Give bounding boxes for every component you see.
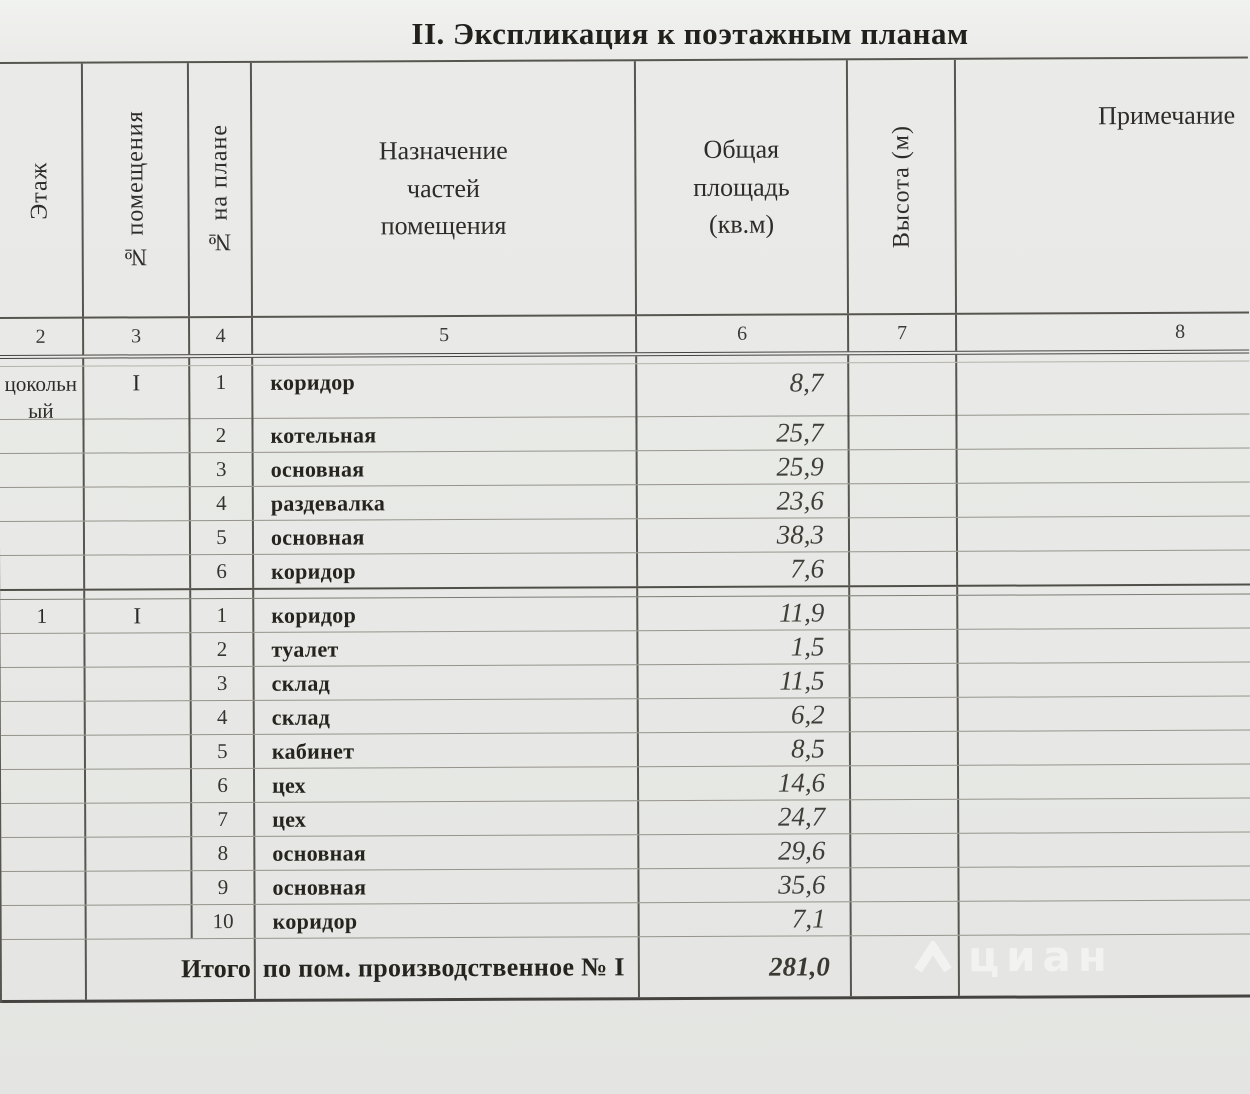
header-plan-no <box>189 63 253 316</box>
plan-no-cell: 5 <box>191 521 254 554</box>
room-no-cell <box>86 667 192 700</box>
empty-cell <box>0 591 85 599</box>
column-number: 2 <box>0 319 84 355</box>
note-cell <box>957 362 1247 422</box>
table-row <box>2 901 1250 939</box>
header-floor <box>0 64 84 317</box>
empty-cell <box>849 355 957 362</box>
note-cell <box>960 901 1250 935</box>
column-number: 5 <box>253 316 637 354</box>
room-no-cell: I <box>85 599 191 632</box>
height-cell <box>850 596 958 629</box>
column-number: 4 <box>190 318 253 354</box>
plan-no-cell: 6 <box>191 555 254 588</box>
height-cell <box>849 363 957 422</box>
note-cell <box>959 833 1249 867</box>
empty-cell <box>637 355 849 363</box>
table-row <box>1 799 1250 838</box>
purpose-cell: коридор <box>253 364 637 424</box>
floor-cell <box>1 838 86 871</box>
note-cell <box>958 449 1248 483</box>
purpose-cell: основная <box>255 835 639 870</box>
column-number: 7 <box>849 315 957 351</box>
floor-cell <box>0 556 85 589</box>
plan-no-cell: 10 <box>193 905 256 938</box>
table-row <box>0 483 1250 522</box>
plan-no-cell: 2 <box>190 419 253 452</box>
room-no-cell <box>85 521 191 554</box>
plan-no-cell: 8 <box>192 837 255 870</box>
purpose-cell: коридор <box>254 553 638 588</box>
height-cell <box>852 902 960 935</box>
note-cell <box>958 517 1248 551</box>
header-room-no-label: № помещения <box>121 110 149 270</box>
room-no-cell <box>85 633 191 666</box>
purpose-cell: цех <box>255 801 639 836</box>
area-cell: 38,3 <box>638 518 850 552</box>
note-cell <box>959 697 1249 731</box>
note-cell <box>957 415 1247 449</box>
floor-cell <box>1 668 86 701</box>
height-cell <box>851 834 959 867</box>
purpose-cell: раздевалка <box>254 485 638 520</box>
table-row <box>0 362 1249 424</box>
note-cell <box>960 932 1250 996</box>
area-cell: 11,5 <box>639 664 851 698</box>
plan-no-cell: 4 <box>191 487 254 520</box>
area-cell: 8,7 <box>637 363 849 423</box>
area-cell: 24,7 <box>639 800 851 834</box>
floor-cell: 1 <box>0 600 85 633</box>
room-no-cell <box>84 419 190 452</box>
height-cell <box>850 450 958 483</box>
note-cell <box>959 867 1249 901</box>
purpose-cell: склад <box>255 699 639 734</box>
header-note-label: Примечание <box>1098 100 1236 131</box>
purpose-cell: основная <box>254 451 638 486</box>
floor-cell <box>2 906 87 939</box>
area-cell: 14,6 <box>639 766 851 800</box>
empty-cell <box>84 358 190 365</box>
height-cell <box>851 732 959 765</box>
note-cell <box>958 629 1248 663</box>
table-row <box>1 867 1250 906</box>
purpose-cell: основная <box>254 519 638 554</box>
room-no-cell <box>87 905 193 938</box>
empty-cell <box>850 587 958 595</box>
floor-cell <box>0 454 85 487</box>
header-height-label: Высота (м) <box>887 124 915 249</box>
plan-no-cell: 3 <box>191 453 254 486</box>
plan-no-cell: 6 <box>192 769 255 802</box>
height-cell <box>849 416 957 449</box>
purpose-cell: коридор <box>256 903 640 938</box>
floor-cell <box>0 488 85 521</box>
room-no-cell <box>86 837 192 870</box>
plan-no-cell: 3 <box>192 667 255 700</box>
area-cell: 7,1 <box>640 902 852 936</box>
room-no-cell: I <box>84 366 190 425</box>
total-row <box>2 934 1250 1003</box>
column-number: 3 <box>84 318 190 354</box>
room-no-cell <box>85 555 191 588</box>
height-cell <box>850 630 958 663</box>
room-no-cell <box>85 453 191 486</box>
height-cell <box>850 518 958 551</box>
header-floor-label: Этаж <box>26 161 53 220</box>
header-height <box>848 60 957 313</box>
note-cell <box>958 483 1248 517</box>
room-no-cell <box>86 769 192 802</box>
header-area-label: Общая площадь (кв.м) <box>693 134 790 240</box>
empty-cell <box>958 586 1248 595</box>
area-cell: 1,5 <box>638 630 850 664</box>
column-number: 6 <box>637 315 849 352</box>
column-number-row <box>0 314 1249 359</box>
purpose-cell: туалет <box>254 631 638 666</box>
total-description: по пом. производственное № I <box>256 937 640 999</box>
empty-cell <box>190 358 253 365</box>
plan-no-cell: 9 <box>192 871 255 904</box>
note-cell <box>959 799 1249 833</box>
header-purpose-label: Назначение частей помещения <box>378 135 508 241</box>
area-cell: 25,7 <box>637 416 849 450</box>
table-row <box>1 731 1250 770</box>
header-note <box>956 59 1247 313</box>
purpose-cell: котельная <box>253 417 637 452</box>
purpose-cell: кабинет <box>255 733 639 768</box>
floor-cell: цокольный <box>0 367 84 426</box>
table-row <box>0 449 1250 488</box>
empty-cell <box>638 587 850 596</box>
purpose-cell: склад <box>255 665 639 700</box>
floor-cell <box>1 804 86 837</box>
floor-cell <box>2 940 87 1000</box>
area-cell: 7,6 <box>638 552 850 586</box>
height-cell <box>851 664 959 697</box>
purpose-cell: цех <box>255 767 639 802</box>
area-cell: 35,6 <box>639 868 851 902</box>
plan-no-cell: 7 <box>192 803 255 836</box>
area-cell: 29,6 <box>639 834 851 868</box>
table-row <box>0 595 1250 634</box>
explication-table <box>0 57 1250 1003</box>
room-no-cell <box>86 871 192 904</box>
room-no-cell <box>86 735 192 768</box>
height-cell <box>851 698 959 731</box>
height-cell <box>852 936 960 996</box>
watermark-text: циан <box>968 932 1114 981</box>
area-cell: 11,9 <box>638 596 850 630</box>
note-cell <box>958 595 1248 629</box>
area-cell: 23,6 <box>638 484 850 518</box>
table-row <box>1 833 1250 872</box>
note-cell <box>959 765 1249 799</box>
floor-cell <box>1 770 86 803</box>
area-cell: 8,5 <box>639 732 851 766</box>
page-title: II. Экспликация к поэтажным планам <box>411 16 969 51</box>
area-cell: 6,2 <box>639 698 851 732</box>
floor-cell <box>1 736 86 769</box>
plan-no-cell: 5 <box>192 735 255 768</box>
height-cell <box>850 552 958 585</box>
plan-no-cell: 4 <box>192 701 255 734</box>
height-cell <box>851 800 959 833</box>
header-purpose <box>252 61 637 316</box>
plan-no-cell: 1 <box>190 366 253 425</box>
room-no-cell <box>86 803 192 836</box>
table-row <box>0 551 1250 589</box>
table-row <box>0 629 1250 668</box>
purpose-cell: коридор <box>254 597 638 632</box>
table-row <box>0 415 1250 454</box>
table-row <box>1 765 1250 804</box>
height-cell <box>850 484 958 517</box>
table-row <box>0 517 1250 556</box>
note-cell <box>958 551 1248 585</box>
height-cell <box>851 766 959 799</box>
table-header-row <box>0 59 1249 319</box>
plan-no-cell: 1 <box>191 599 254 632</box>
empty-cell <box>957 354 1247 362</box>
floor-cell <box>0 420 85 453</box>
room-no-cell <box>86 701 192 734</box>
room-no-cell <box>85 487 191 520</box>
note-cell <box>959 731 1249 765</box>
table-row <box>1 697 1250 736</box>
empty-cell <box>254 588 638 598</box>
header-room-no <box>83 63 190 316</box>
floor-cell <box>0 522 85 555</box>
floor-cell <box>1 702 86 735</box>
total-label: Итого <box>87 939 256 1000</box>
header-area <box>636 60 849 314</box>
empty-cell <box>85 590 191 598</box>
floor-cell <box>0 634 85 667</box>
empty-cell <box>0 359 84 366</box>
empty-cell <box>191 590 254 598</box>
height-cell <box>851 868 959 901</box>
plan-no-cell: 2 <box>191 633 254 666</box>
purpose-cell: основная <box>255 869 639 904</box>
header-plan-no-label: № на плане <box>206 124 233 255</box>
note-cell <box>959 663 1249 697</box>
area-cell: 25,9 <box>638 450 850 484</box>
table-row <box>1 663 1250 702</box>
floor-cell <box>1 872 86 905</box>
column-number: 8 <box>1175 320 1186 343</box>
total-area-value: 281,0 <box>640 936 852 997</box>
